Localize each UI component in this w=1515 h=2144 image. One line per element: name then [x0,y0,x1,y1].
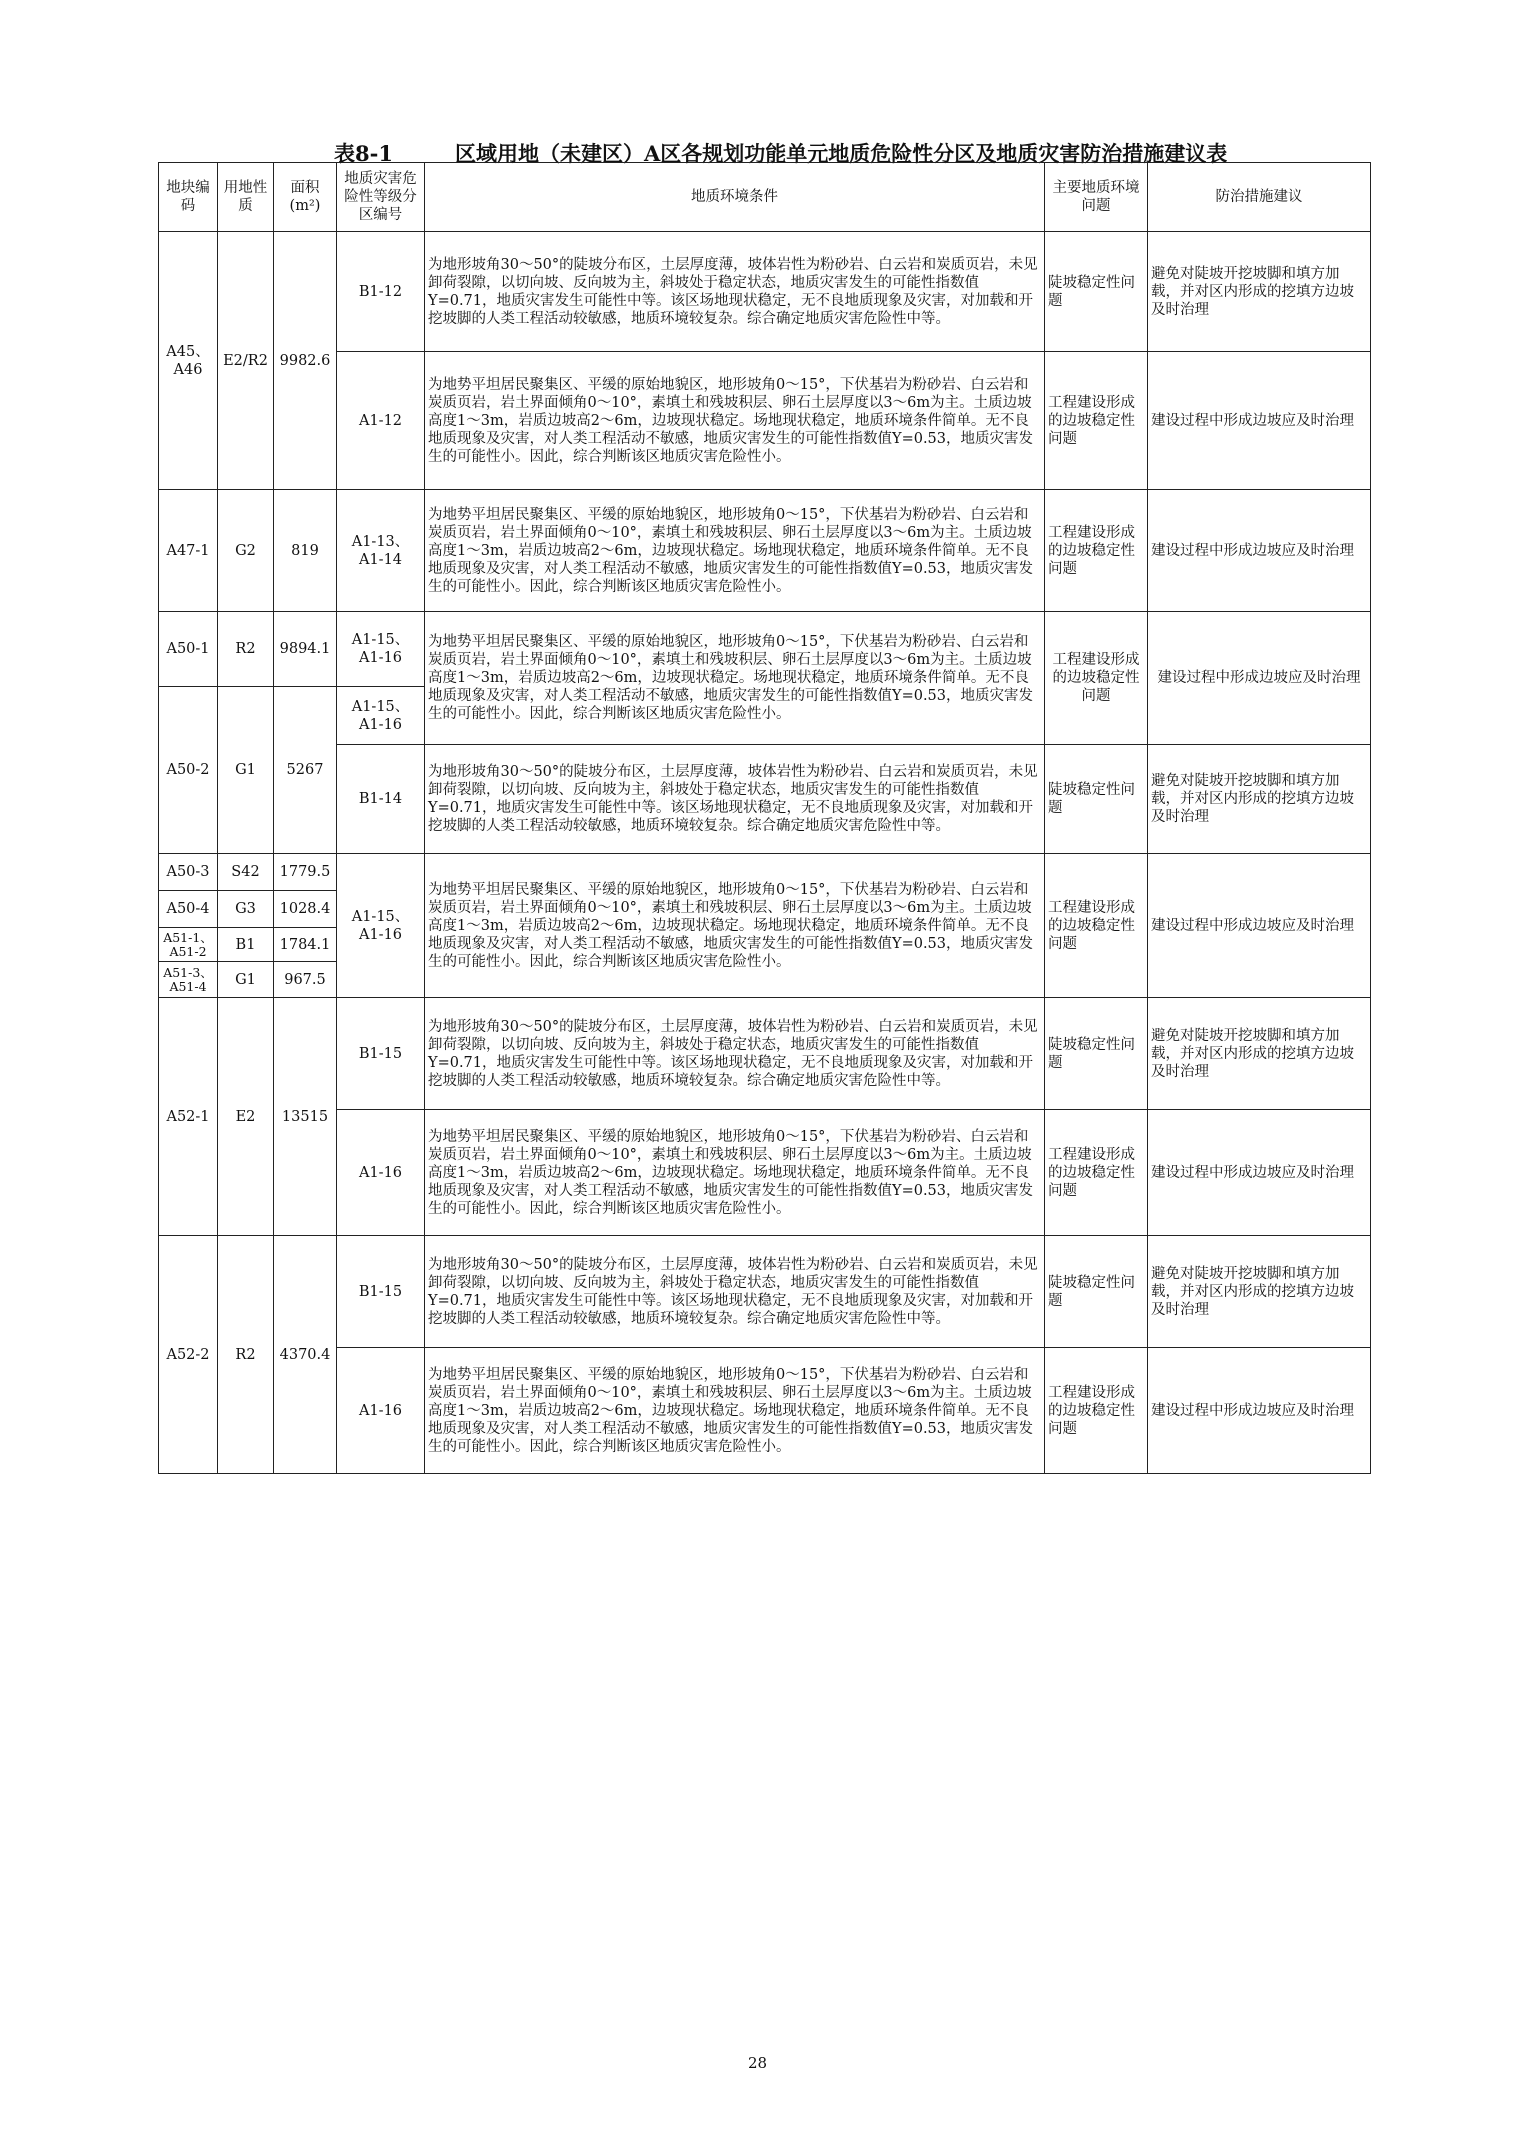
env-cell: 为地形坡角30～50°的陡坡分布区，土层厚度薄，坡体岩性为粉砂岩、白云岩和炭质页岩，未见卸荷裂隙，以切向坡、反向坡为主，斜坡处于稳定状态，地质灾害发生的可能性指数值Y=0.71，地质灾害发生可能性中等。该区场地现状稳定，无不良地质现象及灾害，对加载和开挖坡脚的人类工程活动较敏感，地质环境较复杂。综合确定地质灾害危险性中等。 [425,998,1045,1110]
land-use-cell: R2 [218,1236,274,1474]
measure-cell: 建设过程中形成边坡应及时治理 [1148,1348,1371,1474]
table-row [159,745,1371,854]
land-use-cell: S42 [218,854,274,891]
table-row [159,232,1371,352]
env-cell: 为地形坡角30～50°的陡坡分布区，土层厚度薄，坡体岩性为粉砂岩、白云岩和炭质页岩，未见卸荷裂隙，以切向坡、反向坡为主，斜坡处于稳定状态，地质灾害发生的可能性指数值Y=0.71，地质灾害发生可能性中等。该区场地现状稳定，无不良地质现象及灾害，对加载和开挖坡脚的人类工程活动较敏感，地质环境较复杂。综合确定地质灾害危险性中等。 [425,232,1045,352]
measure-cell: 避免对陡坡开挖坡脚和填方加载，并对区内形成的挖填方边坡及时治理 [1148,232,1371,352]
measure-cell: 建设过程中形成边坡应及时治理 [1148,352,1371,490]
table-row [159,998,1371,1110]
zone-cell: A1-12 [337,352,425,490]
plot-id-cell: A52-2 [159,1236,218,1474]
area-unit: (m²) [289,198,321,214]
header-land-use: 用地性质 [218,163,274,232]
plot-id-cell: A51-3、A51-4 [159,962,218,998]
issue-cell: 陡坡稳定性问题 [1045,232,1148,352]
table-number: 表8-1 [334,141,393,166]
table-row [159,490,1371,612]
zone-cell: B1-12 [337,232,425,352]
area-cell: 13515 [274,998,337,1236]
zone-cell: B1-14 [337,745,425,854]
table-row [159,612,1371,687]
area-cell: 1779.5 [274,854,337,891]
zone-cell: A1-15、A1-16 [337,854,425,998]
zone-cell: A1-16 [337,1348,425,1474]
measure-cell: 避免对陡坡开挖坡脚和填方加载，并对区内形成的挖填方边坡及时治理 [1148,745,1371,854]
header-env: 地质环境条件 [425,163,1045,232]
land-use-cell: E2 [218,998,274,1236]
header-issue: 主要地质环境问题 [1045,163,1148,232]
env-cell: 为地势平坦居民聚集区、平缓的原始地貌区，地形坡角0～15°，下伏基岩为粉砂岩、白云岩和炭质页岩，岩土界面倾角0～10°，素填土和残坡积层、卵石土层厚度以3～6m为主。土质边坡高度1～3m，岩质边坡高2～6m，边坡现状稳定。场地现状稳定，地质环境条件简单。无不良地质现象及灾害，对人类工程活动不敏感，地质灾害发生的可能性指数值Y=0.53，地质灾害发生的可能性小。因此，综合判断该区地质灾害危险性小。 [425,612,1045,745]
plot-id-cell: A50-4 [159,891,218,928]
land-use-cell: R2 [218,612,274,687]
table-row [159,854,1371,891]
env-cell: 为地形坡角30～50°的陡坡分布区，土层厚度薄，坡体岩性为粉砂岩、白云岩和炭质页岩，未见卸荷裂隙，以切向坡、反向坡为主，斜坡处于稳定状态，地质灾害发生的可能性指数值Y=0.71，地质灾害发生可能性中等。该区场地现状稳定，无不良地质现象及灾害，对加载和开挖坡脚的人类工程活动较敏感，地质环境较复杂。综合确定地质灾害危险性中等。 [425,1236,1045,1348]
plot-id-cell: A50-1 [159,612,218,687]
table-row [159,352,1371,490]
area-cell: 1784.1 [274,928,337,962]
land-use-cell: E2/R2 [218,232,274,490]
plot-id-cell: A45、A46 [159,232,218,490]
measure-cell: 建设过程中形成边坡应及时治理 [1148,854,1371,998]
table-row [159,1236,1371,1348]
header-area: 面积 (m²) [274,163,337,232]
issue-cell: 工程建设形成的边坡稳定性问题 [1045,854,1148,998]
land-use-cell: G1 [218,962,274,998]
area-cell: 9894.1 [274,612,337,687]
env-cell: 为地形坡角30～50°的陡坡分布区，土层厚度薄，坡体岩性为粉砂岩、白云岩和炭质页岩，未见卸荷裂隙，以切向坡、反向坡为主，斜坡处于稳定状态，地质灾害发生的可能性指数值Y=0.71，地质灾害发生可能性中等。该区场地现状稳定，无不良地质现象及灾害，对加载和开挖坡脚的人类工程活动较敏感，地质环境较复杂。综合确定地质灾害危险性中等。 [425,745,1045,854]
plot-id-cell: A51-1、A51-2 [159,928,218,962]
area-cell: 9982.6 [274,232,337,490]
issue-cell: 陡坡稳定性问题 [1045,745,1148,854]
table-title: 区域用地（未建区）A区各规划功能单元地质危险性分区及地质灾害防治措施建议表 [455,141,1228,166]
zone-cell: A1-16 [337,1110,425,1236]
env-cell: 为地势平坦居民聚集区、平缓的原始地貌区，地形坡角0～15°，下伏基岩为粉砂岩、白云岩和炭质页岩，岩土界面倾角0～10°，素填土和残坡积层、卵石土层厚度以3～6m为主。土质边坡高度1～3m，岩质边坡高2～6m，边坡现状稳定。场地现状稳定，地质环境条件简单。无不良地质现象及灾害，对人类工程活动不敏感，地质灾害发生的可能性指数值Y=0.53，地质灾害发生的可能性小。因此，综合判断该区地质灾害危险性小。 [425,1110,1045,1236]
header-plot-id: 地块编码 [159,163,218,232]
land-use-cell: B1 [218,928,274,962]
issue-cell: 陡坡稳定性问题 [1045,1236,1148,1348]
issue-cell: 工程建设形成的边坡稳定性问题 [1045,612,1148,745]
table-row [159,1348,1371,1474]
area-cell: 1028.4 [274,891,337,928]
issue-cell: 陡坡稳定性问题 [1045,998,1148,1110]
env-cell: 为地势平坦居民聚集区、平缓的原始地貌区，地形坡角0～15°，下伏基岩为粉砂岩、白云岩和炭质页岩，岩土界面倾角0～10°，素填土和残坡积层、卵石土层厚度以3～6m为主。土质边坡高度1～3m，岩质边坡高2～6m，边坡现状稳定。场地现状稳定，地质环境条件简单。无不良地质现象及灾害，对人类工程活动不敏感，地质灾害发生的可能性指数值Y=0.53，地质灾害发生的可能性小。因此，综合判断该区地质灾害危险性小。 [425,854,1045,998]
env-cell: 为地势平坦居民聚集区、平缓的原始地貌区，地形坡角0～15°，下伏基岩为粉砂岩、白云岩和炭质页岩，岩土界面倾角0～10°，素填土和残坡积层、卵石土层厚度以3～6m为主。土质边坡高度1～3m，岩质边坡高2～6m，边坡现状稳定。场地现状稳定，地质环境条件简单。无不良地质现象及灾害，对人类工程活动不敏感，地质灾害发生的可能性指数值Y=0.53，地质灾害发生的可能性小。因此，综合判断该区地质灾害危险性小。 [425,352,1045,490]
issue-cell: 工程建设形成的边坡稳定性问题 [1045,490,1148,612]
issue-cell: 工程建设形成的边坡稳定性问题 [1045,1110,1148,1236]
issue-cell: 工程建设形成的边坡稳定性问题 [1045,1348,1148,1474]
area-cell: 4370.4 [274,1236,337,1474]
header-measures: 防治措施建议 [1148,163,1371,232]
area-cell: 967.5 [274,962,337,998]
env-cell: 为地势平坦居民聚集区、平缓的原始地貌区，地形坡角0～15°，下伏基岩为粉砂岩、白云岩和炭质页岩，岩土界面倾角0～10°，素填土和残坡积层、卵石土层厚度以3～6m为主。土质边坡高度1～3m，岩质边坡高2～6m，边坡现状稳定。场地现状稳定，地质环境条件简单。无不良地质现象及灾害，对人类工程活动不敏感，地质灾害发生的可能性指数值Y=0.53，地质灾害发生的可能性小。因此，综合判断该区地质灾害危险性小。 [425,490,1045,612]
zone-cell: B1-15 [337,1236,425,1348]
zone-cell: A1-13、A1-14 [337,490,425,612]
measure-cell: 建设过程中形成边坡应及时治理 [1148,612,1371,745]
measure-cell: 建设过程中形成边坡应及时治理 [1148,490,1371,612]
env-cell: 为地势平坦居民聚集区、平缓的原始地貌区，地形坡角0～15°，下伏基岩为粉砂岩、白云岩和炭质页岩，岩土界面倾角0～10°，素填土和残坡积层、卵石土层厚度以3～6m为主。土质边坡高度1～3m，岩质边坡高2～6m，边坡现状稳定。场地现状稳定，地质环境条件简单。无不良地质现象及灾害，对人类工程活动不敏感，地质灾害发生的可能性指数值Y=0.53，地质灾害发生的可能性小。因此，综合判断该区地质灾害危险性小。 [425,1348,1045,1474]
measure-cell: 避免对陡坡开挖坡脚和填方加载，并对区内形成的挖填方边坡及时治理 [1148,1236,1371,1348]
header-hazard-zone: 地质灾害危险性等级分区编号 [337,163,425,232]
plot-id-cell: A47-1 [159,490,218,612]
issue-cell: 工程建设形成的边坡稳定性问题 [1045,352,1148,490]
measure-cell: 避免对陡坡开挖坡脚和填方加载，并对区内形成的挖填方边坡及时治理 [1148,998,1371,1110]
header-row [159,163,1371,232]
zone-cell: A1-15、A1-16 [337,612,425,687]
land-use-cell: G2 [218,490,274,612]
hazard-table [158,162,1371,1474]
plot-id-cell: A50-3 [159,854,218,891]
area-cell: 5267 [274,687,337,854]
land-use-cell: G3 [218,891,274,928]
zone-cell: A1-15、A1-16 [337,687,425,745]
plot-id-cell: A52-1 [159,998,218,1236]
land-use-cell: G1 [218,687,274,854]
plot-id-cell: A50-2 [159,687,218,854]
zone-cell: B1-15 [337,998,425,1110]
area-cell: 819 [274,490,337,612]
table-row [159,1110,1371,1236]
measure-cell: 建设过程中形成边坡应及时治理 [1148,1110,1371,1236]
page-number: 28 [747,2054,768,2072]
